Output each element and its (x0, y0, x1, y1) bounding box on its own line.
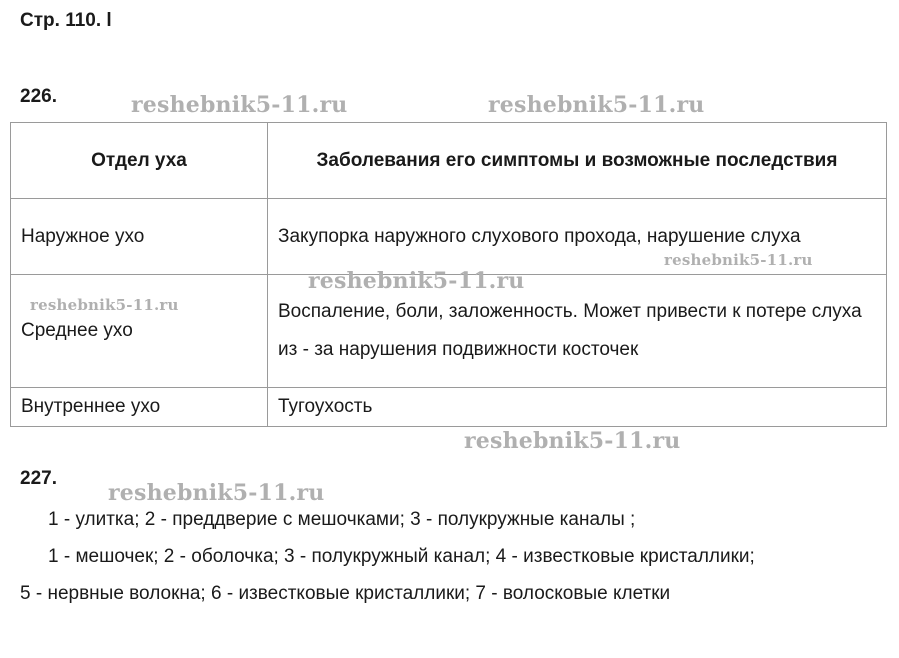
watermark: reshebnik5-11.ru (108, 480, 325, 506)
list-item: 1 - улитка; 2 - преддверие с мешочками; 3 - полукружные каналы ; (48, 509, 636, 530)
task-number-226: 226. (20, 86, 57, 107)
cell-symptoms: Закупорка наружного слухового прохода, нарушение слуха (268, 199, 887, 275)
cell-department: Наружное ухо (11, 199, 268, 275)
table-header-row (11, 123, 887, 199)
list-item: 5 - нервные волокна; 6 - известковые кристаллики; 7 - волосковые клетки (20, 583, 671, 604)
watermark: reshebnik5-11.ru (131, 92, 348, 118)
cell-symptoms: Воспаление, боли, заложенность. Может привести к потере слуха из - за нарушения подвижности косточек (268, 275, 887, 388)
task-number-227: 227. (20, 468, 57, 489)
watermark: reshebnik5-11.ru (308, 268, 525, 294)
watermark: reshebnik5-11.ru (664, 251, 813, 269)
list-item: 1 - мешочек; 2 - оболочка; 3 - полукружный канал; 4 - известковые кристаллики; (48, 546, 755, 567)
watermark: reshebnik5-11.ru (30, 296, 179, 314)
table-row (11, 275, 887, 388)
table-row (11, 199, 887, 275)
cell-symptoms: Тугоухость (268, 388, 887, 427)
cell-department: Среднее ухо (11, 275, 268, 388)
header-department: Отдел уха (11, 123, 268, 199)
watermark: reshebnik5-11.ru (488, 92, 705, 118)
watermark: reshebnik5-11.ru (464, 428, 681, 454)
answers-table (10, 122, 887, 427)
header-symptoms: Заболевания его симптомы и возможные последствия (268, 123, 887, 199)
cell-department: Внутреннее ухо (11, 388, 268, 427)
page-title: Стр. 110. l (20, 10, 112, 31)
table-row (11, 388, 887, 427)
